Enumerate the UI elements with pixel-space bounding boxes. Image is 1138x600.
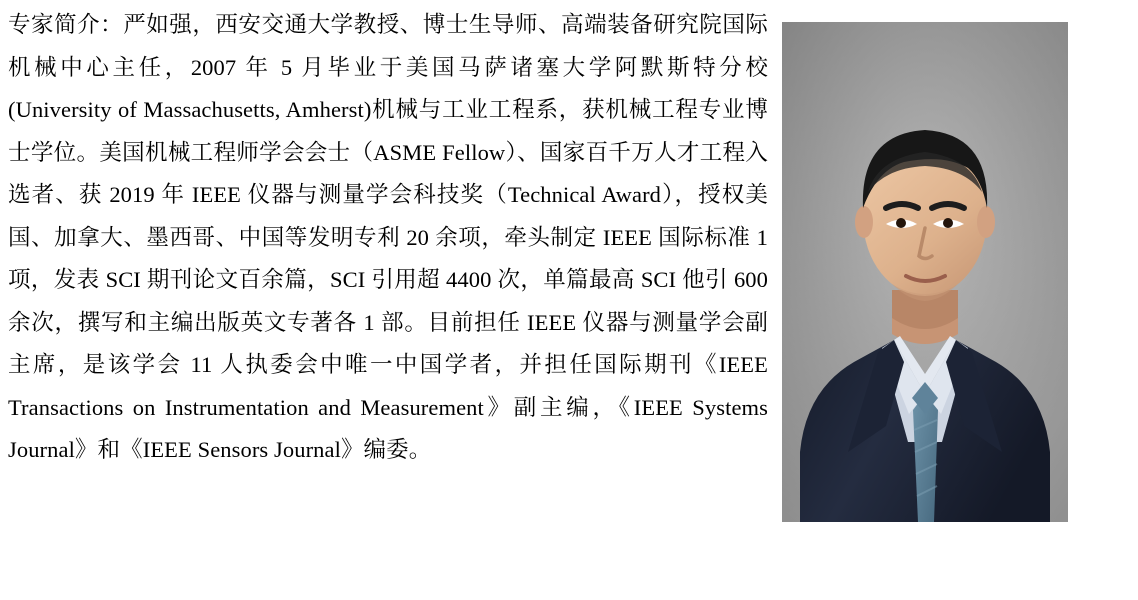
biography-block — [8, 4, 774, 472]
portrait-photo — [782, 22, 1068, 522]
biography-paragraph: 专家简介：严如强，西安交通大学教授、博士生导师、高端装备研究院国际机械中心主任，2007 年 5 月毕业于美国马萨诸塞大学阿默斯特分校(University of Massachusetts, Amherst)机械与工业工程系，获机械工程专业博士学位。美国机械工程师学会会士（ASME Fellow）、国家百千万人才工程入选者、获 2019 年 IEEE 仪器与测量学会科技奖（Technical Award），授权美国、加拿大、墨西哥、中国等发明专利 20 余项，牵头制定 IEEE 国际标准 1 项，发表 SCI 期刊论文百余篇，SCI 引用超 4400 次，单篇最高 SCI 他引 600 余次，撰写和主编出版英文专著各 1 部。目前担任 IEEE 仪器与测量学会副主席，是该学会 11 人执委会中唯一中国学者，并担任国际期刊《IEEE Transactions on Instrumentation and Measurement》副主编，《IEEE Systems Journal》和《IEEE Sensors Journal》编委。 — [8, 12, 774, 462]
portrait-illustration — [782, 22, 1068, 522]
